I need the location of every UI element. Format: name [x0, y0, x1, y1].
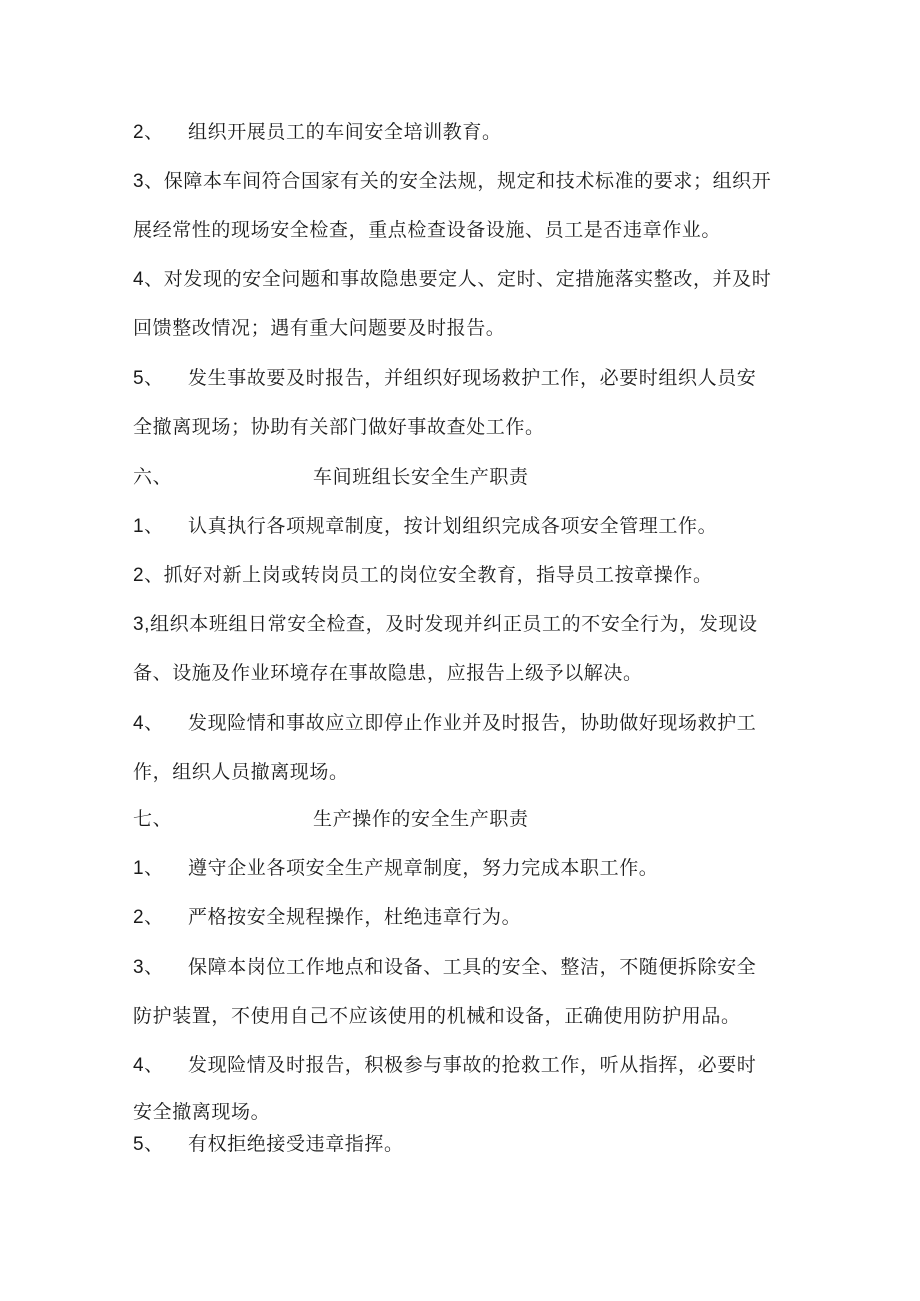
item-text: 备、设施及作业环境存在事故隐患，应报告上级予以解决。 — [133, 662, 643, 684]
list-item — [133, 856, 658, 881]
list-item — [133, 711, 756, 736]
item-text: 全撤离现场；协助有关部门做好事故查处工作。 — [133, 416, 545, 438]
section-heading — [133, 465, 529, 489]
list-item — [133, 955, 756, 980]
list-item — [133, 905, 521, 930]
item-text: 发现险情和事故应立即停止作业并及时报告，协助做好现场救护工 — [188, 712, 757, 734]
item-text: 展经常性的现场安全检查，重点检查设备设施、员工是否违章作业。 — [133, 219, 722, 241]
item-number: 5、 — [133, 1134, 164, 1155]
list-item — [133, 514, 717, 539]
item-number: 4、 — [133, 1055, 164, 1076]
list-item-continuation — [133, 661, 643, 685]
item-number: 2、 — [133, 907, 164, 928]
list-item-continuation — [133, 1100, 270, 1124]
list-item — [133, 612, 758, 637]
item-text: 对发现的安全问题和事故隐患要定人、定时、定措施落实整改，并及时 — [163, 268, 772, 290]
item-number: 1、 — [133, 858, 164, 879]
item-text: 组织开展员工的车间安全培训教育。 — [188, 121, 502, 143]
item-number: 3、 — [133, 171, 164, 192]
item-text: 发生事故要及时报告，并组织好现场救护工作，必要时组织人员安 — [188, 367, 757, 389]
item-number: 3、 — [133, 957, 164, 978]
item-text: 作，组织人员撤离现场。 — [133, 761, 349, 783]
section-title: 生产操作的安全生产职责 — [313, 808, 529, 830]
item-number: 4、 — [133, 713, 164, 734]
list-item-continuation — [133, 1004, 741, 1028]
item-number: 2、 — [133, 565, 164, 586]
item-text: 认真执行各项规章制度，按计划组织完成各项安全管理工作。 — [188, 515, 718, 537]
list-item — [133, 563, 713, 588]
list-item-continuation — [133, 760, 349, 784]
item-number: 4、 — [133, 269, 164, 290]
item-number: 5、 — [133, 368, 164, 389]
item-text: 安全撤离现场。 — [133, 1101, 271, 1123]
item-number: 3, — [133, 614, 151, 635]
item-number: 2、 — [133, 122, 164, 143]
item-text: 回馈整改情况；遇有重大问题要及时报告。 — [133, 317, 506, 339]
item-text: 保障本岗位工作地点和设备、工具的安全、整洁，不随便拆除安全 — [188, 956, 757, 978]
list-item — [133, 267, 771, 292]
section-number: 六、 — [133, 466, 173, 488]
list-item-continuation — [133, 415, 545, 439]
item-text: 保障本车间符合国家有关的安全法规，规定和技术标准的要求；组织开 — [163, 170, 772, 192]
section-title: 车间班组长安全生产职责 — [313, 466, 529, 488]
list-item-continuation — [133, 316, 505, 340]
item-text: 抓好对新上岗或转岗员工的岗位安全教育，指导员工按章操作。 — [163, 564, 713, 586]
section-number: 七、 — [133, 808, 173, 830]
item-text: 有权拒绝接受违章指挥。 — [188, 1133, 404, 1155]
item-text: 遵守企业各项安全生产规章制度，努力完成本职工作。 — [188, 857, 659, 879]
list-item-continuation — [133, 218, 721, 242]
item-text: 严格按安全规程操作，杜绝违章行为。 — [188, 906, 522, 928]
item-text: 组织本班组日常安全检查，及时发现并纠正员工的不安全行为，发现设 — [150, 613, 758, 635]
item-text: 防护装置，不使用自己不应该使用的机械和设备，正确使用防护用品。 — [133, 1005, 741, 1027]
list-item — [133, 120, 502, 145]
list-item — [133, 1132, 404, 1157]
item-text: 发现险情及时报告，积极参与事故的抢救工作，听从指挥，必要时 — [188, 1054, 757, 1076]
section-heading — [133, 807, 529, 831]
item-number: 1、 — [133, 516, 164, 537]
list-item — [133, 1053, 756, 1078]
list-item — [133, 366, 756, 391]
list-item — [133, 169, 771, 194]
